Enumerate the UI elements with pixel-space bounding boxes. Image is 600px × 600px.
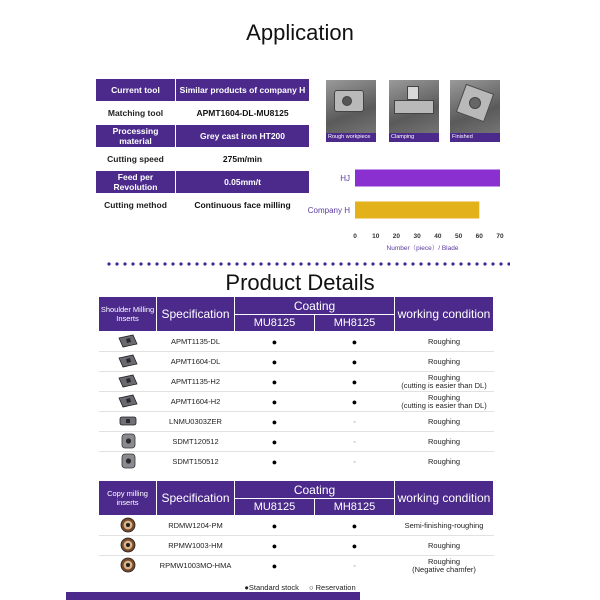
mh8125-cell: [315, 536, 395, 556]
mu8125-cell: [235, 332, 315, 352]
spec-row: [96, 102, 310, 125]
mh8125-cell: [315, 516, 395, 536]
reservation-mark: ◦: [353, 459, 356, 467]
standard-stock-mark: ●: [351, 356, 358, 367]
specification-cell: RPMW1003MO-HMA: [157, 556, 235, 576]
standard-stock-mark: ●: [271, 456, 278, 467]
workpiece-photo: [326, 80, 376, 142]
working-condition-cell: [395, 432, 494, 452]
category-header: Shoulder Milling Inserts: [99, 297, 157, 332]
working-condition-cell: [395, 352, 494, 372]
x-tick-label: 30: [413, 233, 421, 240]
square-insert-icon: [117, 453, 139, 471]
photo-caption: Finished: [450, 133, 500, 142]
working-condition-cell: [395, 516, 494, 536]
standard-stock-mark: ●: [271, 416, 278, 427]
application-spec-table: [95, 78, 310, 217]
mh8125-cell: [315, 452, 395, 472]
shoulder-milling-table: [98, 296, 494, 472]
table-row: [99, 536, 494, 556]
x-axis-label: Number（piece）/ Blade: [386, 245, 459, 252]
spec-value: APMT1604-DL-MU8125: [176, 102, 310, 125]
condition-text: Semi-finishing-roughing: [404, 520, 484, 530]
mu8125-cell: [235, 536, 315, 556]
comparison-bar-chart: [305, 160, 525, 255]
coating-header: Coating: [235, 481, 395, 499]
specification-header: Specification: [157, 297, 235, 332]
square-insert-icon: [117, 433, 139, 451]
mu8125-cell: [235, 352, 315, 372]
mu8125-cell: [235, 392, 315, 412]
product-details-title: Product Details: [225, 270, 375, 295]
condition-note: (cutting is easier than DL): [401, 400, 487, 410]
spec-value: Grey cast iron HT200: [176, 125, 310, 148]
x-tick-label: 50: [454, 233, 463, 240]
spec-row: [96, 79, 310, 102]
application-title: Application: [246, 20, 354, 45]
table-row: [99, 516, 494, 536]
rhombic-insert-icon: [117, 393, 139, 411]
grade-header-mu8125: MU8125: [235, 499, 315, 516]
mh8125-cell: [315, 352, 395, 372]
x-tick-label: 10: [372, 233, 380, 240]
standard-stock-mark: ●: [351, 540, 358, 551]
condition-text: Roughing: [427, 436, 461, 446]
insert-image-cell: [99, 352, 157, 372]
grade-header-mu8125: MU8125: [235, 315, 315, 332]
spec-row: [96, 148, 310, 171]
legend-standard-stock: ●Standard stock: [244, 583, 299, 592]
standard-stock-mark: ●: [351, 520, 358, 531]
specification-cell: RDMW1204-PM: [157, 516, 235, 536]
insert-image-cell: [99, 432, 157, 452]
spec-label: Processing material: [96, 125, 176, 148]
table-row: [99, 352, 494, 372]
insert-image-cell: [99, 556, 157, 576]
rectangular-insert-icon: [117, 413, 139, 431]
spec-label: Current tool: [96, 79, 176, 102]
x-tick-label: 0: [353, 233, 357, 240]
rhombic-insert-icon: [117, 373, 139, 391]
spec-row: [96, 125, 310, 148]
footer-accent-bar: [0, 592, 600, 600]
table-row: [99, 452, 494, 472]
condition-note: (Negative chamfer): [412, 564, 476, 574]
specification-cell: APMT1135-DL: [157, 332, 235, 352]
mu8125-cell: [235, 516, 315, 536]
bar-category-label: Company H: [307, 206, 350, 215]
condition-text: Roughing: [427, 456, 461, 466]
reservation-mark: ◦: [353, 563, 356, 571]
x-tick-label: 40: [434, 233, 442, 240]
bar-1: [355, 202, 479, 219]
bar-category-label: HJ: [340, 174, 350, 183]
spec-row: [96, 171, 310, 194]
x-tick-label: 60: [475, 233, 483, 240]
finished-photo: [450, 80, 500, 142]
photo-caption: Clamping: [389, 133, 439, 142]
spec-value: 275m/min: [176, 148, 310, 171]
standard-stock-mark: ●: [351, 336, 358, 347]
standard-stock-mark: ●: [271, 436, 278, 447]
working-condition-cell: [395, 332, 494, 352]
grade-header-mh8125: MH8125: [315, 315, 395, 332]
mh8125-cell: [315, 556, 395, 576]
specification-cell: APMT1604-DL: [157, 352, 235, 372]
spec-label: Feed per Revolution: [96, 171, 176, 194]
standard-stock-mark: ●: [271, 376, 278, 387]
condition-text: Roughing: [427, 356, 461, 366]
rhombic-insert-icon: [117, 333, 139, 351]
x-tick-label: 70: [496, 233, 504, 240]
mu8125-cell: [235, 372, 315, 392]
condition-text: Roughing: [427, 556, 461, 566]
specification-cell: APMT1604-H2: [157, 392, 235, 412]
mu8125-cell: [235, 412, 315, 432]
x-tick-label: 20: [392, 233, 401, 240]
working-condition-cell: [395, 372, 494, 392]
rhombic-insert-icon: [117, 353, 139, 371]
table-row: [99, 332, 494, 352]
photo-caption: Rough workpiece: [326, 133, 376, 142]
insert-image-cell: [99, 372, 157, 392]
insert-image-cell: [99, 452, 157, 472]
specification-header: Specification: [157, 481, 235, 516]
spec-label: Cutting speed: [96, 148, 176, 171]
round-insert-icon: [117, 517, 139, 535]
mu8125-cell: [235, 432, 315, 452]
standard-stock-mark: ●: [271, 336, 278, 347]
working-condition-header: working condition: [395, 481, 494, 516]
spec-row: [96, 194, 310, 217]
working-condition-cell: [395, 392, 494, 412]
clamping-photo: [389, 80, 439, 142]
standard-stock-mark: ●: [271, 356, 278, 367]
working-condition-cell: [395, 452, 494, 472]
insert-image-cell: [99, 516, 157, 536]
table-row: [99, 432, 494, 452]
round-insert-icon: [117, 537, 139, 555]
round-insert-icon: [117, 557, 139, 575]
stock-legend: [0, 583, 600, 592]
standard-stock-mark: ●: [351, 376, 358, 387]
spec-value: Similar products of company H: [176, 79, 310, 102]
working-condition-cell: [395, 536, 494, 556]
bar-0: [355, 170, 500, 187]
table-row: [99, 392, 494, 412]
specification-cell: APMT1135-H2: [157, 372, 235, 392]
standard-stock-mark: ●: [271, 396, 278, 407]
condition-text: Roughing: [427, 540, 461, 550]
table-row: [99, 412, 494, 432]
mh8125-cell: [315, 412, 395, 432]
working-condition-cell: [395, 556, 494, 576]
standard-stock-mark: ●: [271, 540, 278, 551]
dotted-divider: [105, 262, 510, 266]
condition-text: Roughing: [427, 392, 461, 402]
spec-label: Cutting method: [96, 194, 176, 217]
reservation-mark: ◦: [353, 439, 356, 446]
mh8125-cell: [315, 372, 395, 392]
specification-cell: RPMW1003-HM: [157, 536, 235, 556]
condition-text: Roughing: [427, 416, 461, 426]
insert-image-cell: [99, 536, 157, 556]
reservation-mark: ◦: [353, 419, 356, 426]
working-condition-cell: [395, 412, 494, 432]
specification-cell: LNMU0303ZER: [157, 412, 235, 432]
working-condition-header: working condition: [395, 297, 494, 332]
mh8125-cell: [315, 392, 395, 412]
condition-text: Roughing: [427, 336, 461, 346]
spec-value: 0.05mm/t: [176, 171, 310, 194]
standard-stock-mark: ●: [271, 520, 278, 531]
condition-text: Roughing: [427, 372, 461, 382]
condition-note: (cutting is easier than DL): [401, 380, 487, 390]
mu8125-cell: [235, 452, 315, 472]
spec-label: Matching tool: [96, 102, 176, 125]
table-row: [99, 372, 494, 392]
grade-header-mh8125: MH8125: [315, 499, 395, 516]
category-header: Copy milling inserts: [99, 481, 157, 516]
insert-image-cell: [99, 392, 157, 412]
standard-stock-mark: ●: [351, 396, 358, 407]
copy-milling-table: [98, 480, 494, 576]
legend-reservation: ○ Reservation: [309, 583, 356, 592]
coating-header: Coating: [235, 297, 395, 315]
specification-cell: SDMT120512: [157, 432, 235, 452]
insert-image-cell: [99, 412, 157, 432]
insert-image-cell: [99, 332, 157, 352]
mh8125-cell: [315, 332, 395, 352]
mh8125-cell: [315, 432, 395, 452]
mu8125-cell: [235, 556, 315, 576]
standard-stock-mark: ●: [271, 560, 278, 571]
specification-cell: SDMT150512: [157, 452, 235, 472]
spec-value: Continuous face milling: [176, 194, 310, 217]
table-row: [99, 556, 494, 576]
